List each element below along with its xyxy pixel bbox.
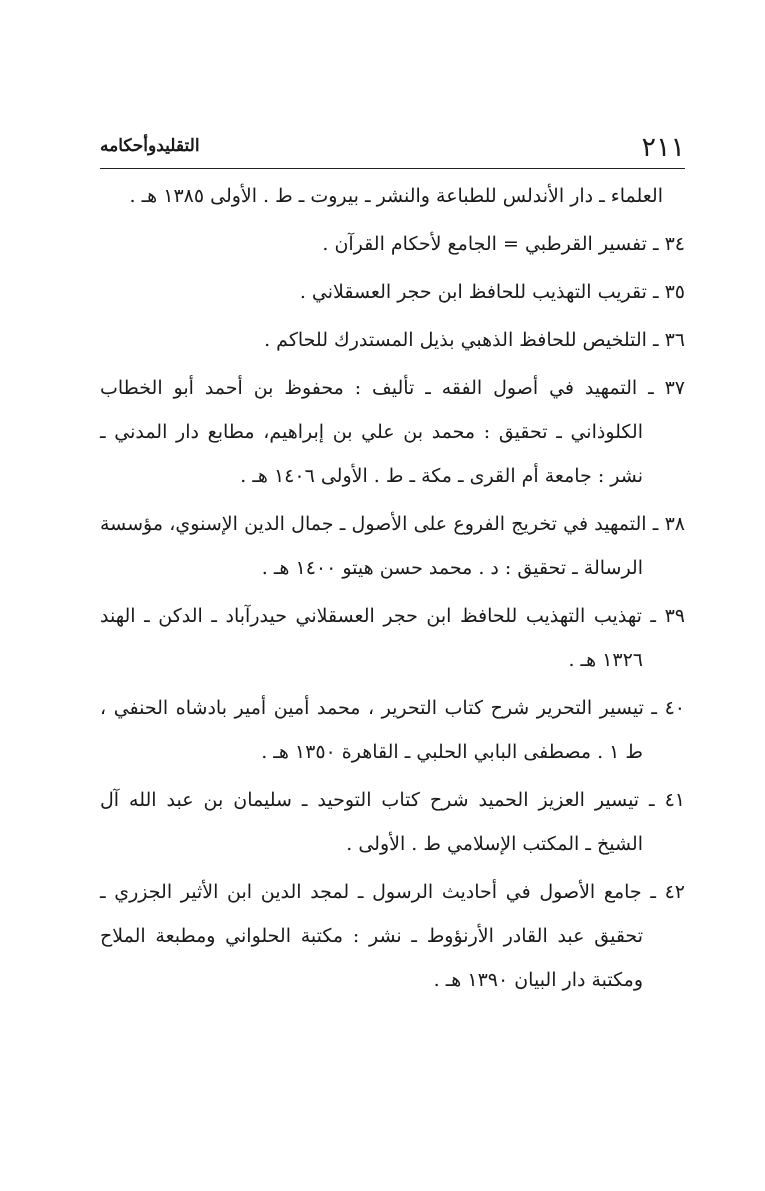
bibliography-entry-35: ٣٥ ـ تقريب التهذيب للحافظ ابن حجر العسقلاني .: [299, 281, 685, 303]
bibliography-entry-38: ٣٨ ـ التمهيد في تخريج الفروع على الأصول ـ جمال الدين الإسنوي، مؤسسة الرسالة ـ تحقيق : د . محمد حسن هيتو ١٤٠٠ هـ .: [100, 513, 685, 579]
running-title: التقليدوأحكامه: [100, 136, 200, 156]
bibliography-entry-42: ٤٢ ـ جامع الأصول في أحاديث الرسول ـ لمجد الدين ابن الأثير الجزري ـ تحقيق عبد القادر الأرنؤوط ـ نشر : مكتبة الحلواني ومطبعة الملاح ومكتبة دار البيان ١٣٩٠ هـ .: [100, 881, 685, 991]
bibliography-entry-41: ٤١ ـ تيسير العزيز الحميد شرح كتاب التوحيد ـ سليمان بن عبد الله آل الشيخ ـ المكتب الإسلامي ط . الأولى .: [100, 789, 685, 855]
bibliography-entry-40: ٤٠ ـ تيسير التحرير شرح كتاب التحرير ، محمد أمين أمير بادشاه الحنفي ، ط ١ . مصطفى البابي الحلبي ـ القاهرة ١٣٥٠ هـ .: [100, 697, 685, 763]
page-number: ٢١١: [641, 132, 685, 163]
bibliography-entry-34: ٣٤ ـ تفسير القرطبي = الجامع لأحكام القرآن .: [322, 233, 685, 255]
bibliography-entry-39: ٣٩ ـ تهذيب التهذيب للحافظ ابن حجر العسقلاني حيدرآباد ـ الدكن ـ الهند ١٣٢٦ هـ .: [100, 605, 685, 671]
page-header: [100, 128, 685, 169]
bibliography-list: [100, 174, 685, 1002]
bibliography-entry-37: ٣٧ ـ التمهيد في أصول الفقه ـ تأليف : محفوظ بن أحمد أبو الخطاب الكلوذاني ـ تحقيق : محمد بن علي بن إبراهيم، مطابع دار المدني ـ نشر : جامعة أم القرى ـ مكة ـ ط . الأولى ١٤٠٦ هـ .: [100, 377, 685, 487]
bibliography-entry-continuation: العلماء ـ دار الأندلس للطباعة والنشر ـ بيروت ـ ط . الأولى ١٣٨٥ هـ .: [129, 185, 663, 207]
bibliography-entry-36: ٣٦ ـ التلخيص للحافظ الذهبي بذيل المستدرك للحاكم .: [264, 329, 685, 351]
